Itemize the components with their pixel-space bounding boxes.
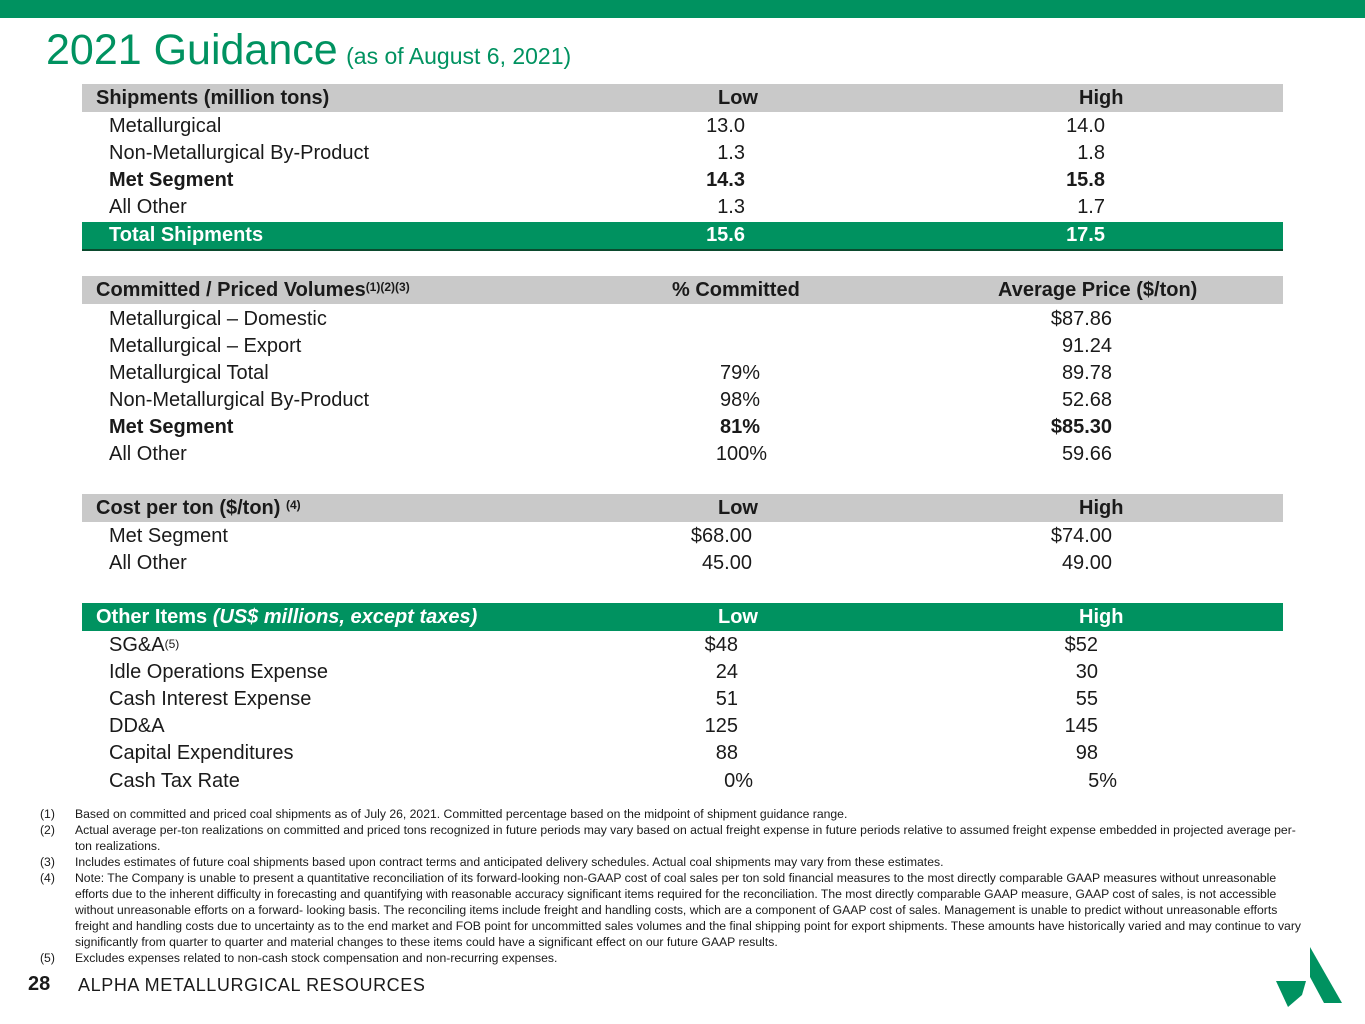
committed-header-percent: % Committed — [672, 279, 800, 301]
row-low: 125 — [704, 715, 738, 737]
row-price: 91.24 — [1061, 335, 1112, 357]
row-high: 17.5 — [1066, 224, 1105, 246]
row-low: 0% — [724, 770, 753, 792]
other-header — [82, 603, 1283, 631]
cost-header-low: Low — [718, 497, 758, 519]
row-label: Non-Metallurgical By-Product — [109, 142, 370, 164]
row-label: Met Segment — [109, 525, 228, 547]
footnote — [40, 822, 1310, 854]
row-high: 5% — [1088, 770, 1117, 792]
row-low: $48 — [704, 634, 738, 656]
row-high: 1.8 — [1077, 142, 1105, 164]
committed-header — [82, 276, 1283, 304]
other-row — [82, 740, 1283, 767]
cost-row — [82, 550, 1283, 577]
committed-row — [82, 441, 1283, 468]
committed-row — [82, 360, 1283, 387]
shipments-header — [82, 84, 1283, 112]
row-label: All Other — [109, 443, 187, 465]
row-label: Metallurgical – Domestic — [109, 308, 327, 330]
row-low: 24 — [715, 661, 738, 683]
footnote-number: (3) — [40, 855, 55, 869]
footnote-number: (1) — [40, 807, 55, 821]
row-high: $74.00 — [1050, 525, 1112, 547]
row-price: 52.68 — [1061, 389, 1112, 411]
total-shipments-row — [82, 222, 1283, 251]
company-name: ALPHA METALLURGICAL RESOURCES — [78, 975, 426, 995]
other-header-label: Other Items (US$ millions, except taxes) — [96, 606, 478, 628]
row-low: 1.3 — [717, 196, 745, 218]
row-label: Total Shipments — [109, 224, 264, 246]
committed-row — [82, 387, 1283, 414]
title-main: 2021 Guidance — [46, 26, 338, 74]
cost-header-label: Cost per ton ($/ton) $^{(4)}$ — [96, 497, 301, 519]
page-title — [46, 26, 571, 75]
row-price: $87.86 — [1050, 308, 1112, 330]
footnote-text: Includes estimates of future coal shipments based upon contract terms and anticipated delivery schedules. Actual coal shipments may vary from these estimates. — [75, 855, 944, 869]
other-row — [82, 768, 1283, 795]
row-high: 1.7 — [1077, 196, 1105, 218]
row-high: $52 — [1064, 634, 1098, 656]
footnote — [40, 870, 1310, 950]
other-row — [82, 713, 1283, 740]
cost-row — [82, 523, 1283, 550]
shipments-header-low: Low — [718, 87, 758, 109]
row-low: 15.6 — [706, 224, 745, 246]
row-label: All Other — [109, 196, 187, 218]
row-high: 98 — [1075, 742, 1098, 764]
row-low: 13.0 — [706, 115, 745, 137]
row-high: 14.0 — [1066, 115, 1105, 137]
page-number: 28 — [28, 973, 51, 995]
top-accent-bar — [0, 0, 1365, 18]
row-committed: 79% — [719, 362, 760, 384]
cost-header-high: High — [1079, 497, 1124, 519]
row-label: Capital Expenditures — [109, 742, 294, 764]
row-high: 145 — [1064, 715, 1098, 737]
footnote-text: Based on committed and priced coal shipments as of July 26, 2021. Committed percentage based on the midpoint of shipment guidance range. — [75, 807, 848, 821]
row-label: Metallurgical – Export — [109, 335, 302, 357]
committed-header-price: Average Price ($/ton) — [998, 279, 1198, 301]
shipments-row — [82, 113, 1283, 140]
row-price: 59.66 — [1061, 443, 1112, 465]
row-label: Met Segment — [109, 169, 234, 191]
footnote — [40, 854, 1310, 870]
row-low: 14.3 — [706, 169, 745, 191]
row-label: $SG\&A^{(5)}$ — [109, 634, 180, 656]
committed-row — [82, 306, 1283, 333]
footnote-text: Actual average per-ton realizations on committed and priced tons recognized in future periods may vary based on actual freight expense in future periods relative to assumed freight expense embedded in projected average per-ton realizations. — [75, 823, 1296, 853]
row-label: Metallurgical — [109, 115, 222, 137]
committed-row — [82, 414, 1283, 441]
row-low: 51 — [715, 688, 738, 710]
other-header-high: High — [1079, 606, 1124, 628]
row-low: 45.00 — [701, 552, 752, 574]
row-committed: 81% — [719, 416, 760, 438]
row-price: $85.30 — [1050, 416, 1112, 438]
committed-row — [82, 333, 1283, 360]
row-low: $68.00 — [690, 525, 752, 547]
row-label: Cash Interest Expense — [109, 688, 312, 710]
other-header-low: Low — [718, 606, 758, 628]
row-high: 49.00 — [1061, 552, 1112, 574]
other-row — [82, 659, 1283, 686]
row-label: Idle Operations Expense — [109, 661, 329, 683]
footnote — [40, 950, 1310, 966]
row-high: 55 — [1075, 688, 1098, 710]
row-label: All Other — [109, 552, 187, 574]
row-label: Non-Metallurgical By-Product — [109, 389, 370, 411]
row-committed: 100% — [715, 443, 767, 465]
footnote-number: (2) — [40, 823, 55, 837]
row-label: Met Segment — [109, 416, 234, 438]
row-high: 30 — [1075, 661, 1098, 683]
shipments-row — [82, 194, 1283, 221]
shipments-header-label: Shipments (million tons) — [96, 87, 330, 109]
row-price: 89.78 — [1061, 362, 1112, 384]
other-row — [82, 686, 1283, 713]
footnote — [40, 806, 1310, 822]
footnote-number: (4) — [40, 871, 55, 885]
title-subtitle: (as of August 6, 2021) — [346, 43, 572, 69]
row-high: 15.8 — [1066, 169, 1105, 191]
cost-header — [82, 494, 1283, 522]
footnote-text: Note: The Company is unable to present a quantitative reconciliation of its forward-looking non-GAAP cost of coal sales per ton sold financial measures to the most directly comparable GAAP measures without unreasonable efforts due to the inherent difficulty in forecasting and quantifying with reasonable accuracy significant items required for the reconciliation. The most directly comparable GAAP measure, GAAP cost of sales, is not accessible without unreasonable efforts on a forward- looking basis. The reconciling items include freight and handling costs, which are a component of GAAP cost of sales. Management is unable to predict without unreasonable efforts freight and handling costs due to uncertainty as to the end market and FOB point for uncommitted sales volumes and the final shipping point for export shipments. These amounts have historically varied and may continue to vary significantly from quarter to quarter and material changes to these items could have a significant effect on our future GAAP results. — [75, 871, 1301, 949]
footnote-number: (5) — [40, 951, 55, 965]
footnote-text: Excludes expenses related to non-cash stock compensation and non-recurring expenses. — [75, 951, 558, 965]
row-committed: 98% — [719, 389, 760, 411]
row-label: Metallurgical Total — [109, 362, 269, 384]
other-row — [82, 632, 1283, 659]
footnotes — [40, 806, 1310, 966]
row-label: DD&A — [109, 715, 165, 737]
shipments-header-high: High — [1079, 87, 1124, 109]
alpha-logo-icon — [1276, 947, 1344, 1007]
row-low: 1.3 — [717, 142, 745, 164]
shipments-row — [82, 140, 1283, 167]
committed-header-label: Committed / Priced Volumes$^{(1)(2)(3)}$ — [96, 279, 410, 301]
row-label: Cash Tax Rate — [109, 770, 240, 792]
row-low: 88 — [715, 742, 738, 764]
shipments-row — [82, 167, 1283, 194]
